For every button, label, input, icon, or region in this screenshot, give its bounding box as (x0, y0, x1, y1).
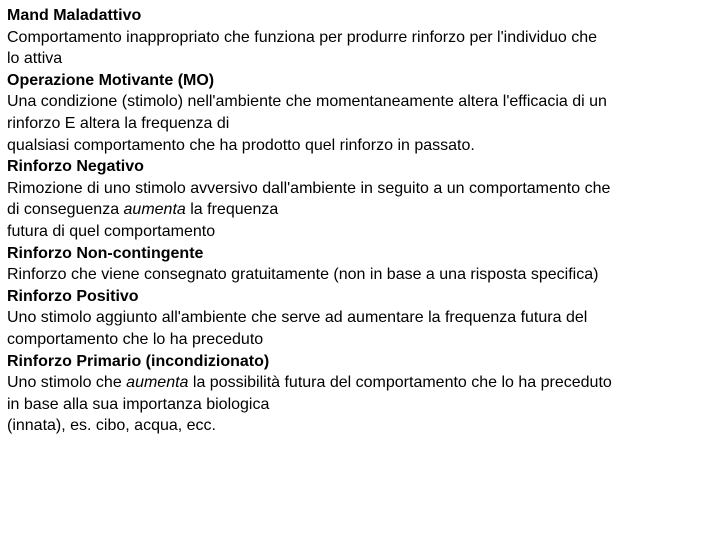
emphasis-text: aumenta (123, 201, 186, 219)
definition-line: lo attiva (7, 50, 63, 68)
glossary-entry (7, 351, 713, 437)
glossary-entry (7, 156, 713, 242)
definition-line: comportamento che lo ha preceduto (7, 330, 264, 348)
term-heading: Rinforzo Positivo (7, 287, 139, 305)
term-heading: Rinforzo Non-contingente (7, 244, 204, 262)
glossary-entry (7, 286, 713, 351)
glossary-entry (7, 5, 713, 70)
definition-line: di conseguenza aumenta la frequenza (7, 201, 279, 219)
definition-line: Rimozione di uno stimolo avversivo dall'ambiente in seguito a un comportamento che (7, 179, 611, 197)
definition-line: (innata), es. cibo, acqua, ecc. (7, 417, 216, 435)
glossary-text (7, 5, 713, 437)
definition-line: Uno stimolo aggiunto all'ambiente che serve ad aumentare la frequenza futura del (7, 309, 588, 327)
term-heading: Rinforzo Negativo (7, 158, 144, 176)
definition-line: in base alla sua importanza biologica (7, 395, 270, 413)
definition-line: futura di quel comportamento (7, 222, 216, 240)
definition-line: Una condizione (stimolo) nell'ambiente che momentaneamente altera l'efficacia di un (7, 93, 607, 111)
term-heading: Rinforzo Primario (incondizionato) (7, 352, 270, 370)
glossary-entry (7, 243, 713, 286)
definition-line: Uno stimolo che aumenta la possibilità futura del comportamento che lo ha preceduto (7, 374, 612, 392)
definition-line: Rinforzo che viene consegnato gratuitamente (non in base a una risposta specifica) (7, 266, 599, 284)
definition-line: Comportamento inappropriato che funziona per produrre rinforzo per l'individuo che (7, 28, 598, 46)
glossary-entry (7, 70, 713, 156)
emphasis-text: aumenta (126, 374, 189, 392)
term-heading: Operazione Motivante (MO) (7, 71, 215, 89)
definition-line: qualsiasi comportamento che ha prodotto quel rinforzo in passato. (7, 136, 475, 154)
term-heading: Mand Maladattivo (7, 7, 142, 24)
definition-line: rinforzo E altera la frequenza di (7, 114, 230, 132)
